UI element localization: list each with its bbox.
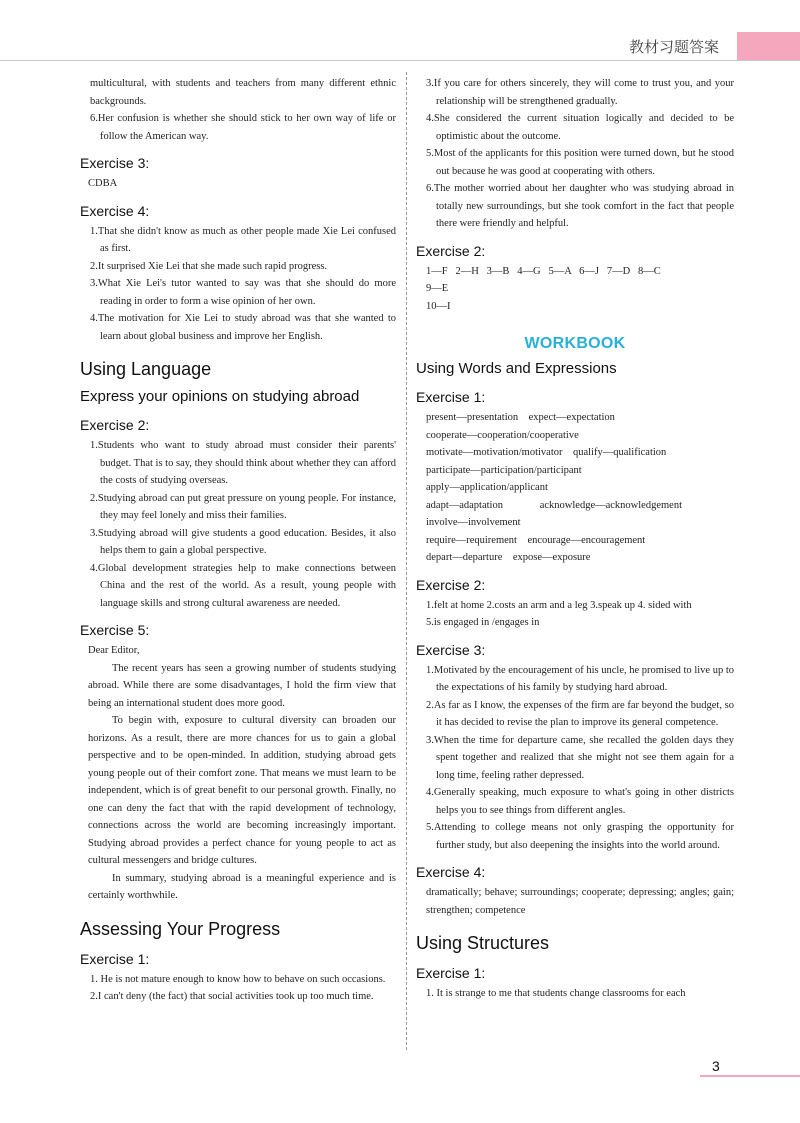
answer-line: 5.is engaged in /engages in — [426, 617, 540, 628]
list-item: 4.The motivation for Xie Lei to study abroad was that she wanted to learn about global business and improve her English. — [90, 313, 396, 342]
header-accent-bar — [737, 32, 800, 60]
subsection-heading: Using Words and Expressions — [416, 360, 617, 377]
list-item: 1. It is strange to me that students change classrooms for each — [426, 988, 686, 999]
word-forms-line: cooperate—cooperation/cooperative — [426, 429, 579, 441]
list-item: 6.Her confusion is whether she should stick to her own way of life or follow the American way. — [90, 113, 396, 142]
answer-line: 1—F 2—H 3—B 4—G 5—A 6—J 7—D 8—C — [426, 265, 661, 277]
word-forms-line: require—requirement encourage—encouragement — [426, 534, 646, 546]
answer-text: CDBA — [88, 178, 118, 189]
letter-paragraph: In summary, studying abroad is a meaningful experience and is certainly worthwhile. — [88, 872, 396, 901]
answer-line: 9—E — [426, 283, 449, 294]
page-number: 3 — [712, 1058, 720, 1074]
exercise-heading: Exercise 1: — [80, 950, 150, 967]
list-item: 5.Most of the applicants for this position were turned down, but he stood out because he was good at cooperating with others. — [426, 148, 734, 177]
right-column — [416, 75, 734, 1003]
letter-greeting: Dear Editor, — [88, 645, 140, 656]
list-item: 6.The mother worried about her daughter who was studying abroad in totally new surroundings, but she took comfort in the fact that people there were friendly and helpful. — [426, 183, 734, 229]
list-item: 4.Generally speaking, much exposure to what's going in other districts helps you to see things from different angles. — [426, 787, 734, 816]
header-title: 教材习题答案 — [629, 38, 720, 56]
exercise-heading: Exercise 3: — [80, 155, 150, 171]
left-column — [80, 75, 396, 1006]
list-item: 2.Studying abroad can put great pressure on young people. For instance, they may feel lonely and miss their families. — [90, 492, 396, 521]
list-item: 1.That she didn't know as much as other people made Xie Lei confused as first. — [90, 225, 396, 254]
workbook-heading: WORKBOOK — [524, 335, 626, 352]
list-item: 3.What Xie Lei's tutor wanted to say was that she should do more reading in order to form a wise opinion of her own. — [90, 278, 396, 307]
list-item: 2.It surprised Xie Lei that she made such rapid progress. — [90, 260, 328, 272]
answer-line: 1.felt at home 2.costs an arm and a leg 3.speak up 4. sided with — [426, 599, 692, 611]
letter-paragraph: The recent years has seen a growing number of students studying abroad. While there are some disadvantages, I hold the firm view that being an international student does more good. — [88, 662, 396, 709]
exercise-heading: Exercise 5: — [80, 622, 150, 638]
subsection-heading: Express your opinions on studying abroad — [80, 388, 360, 405]
page-number-underline — [700, 1075, 800, 1077]
list-item: 3.If you care for others sincerely, they will come to trust you, and your relationship will be strengthened gradually. — [426, 78, 734, 107]
section-heading: Using Structures — [416, 933, 550, 953]
exercise-heading: Exercise 1: — [416, 389, 486, 405]
word-forms-line: participate—participation/participant — [426, 464, 582, 476]
answer-line: 10—I — [426, 300, 451, 312]
word-forms-line: depart—departure expose—exposure — [426, 552, 591, 563]
list-item: 4.Global development strategies help to make connections between China and the rest of the world. As a result, young people with language skills and strong cultural awareness are needed. — [90, 562, 396, 609]
header-divider — [0, 60, 800, 61]
word-forms-line: motivate—motivation/motivator qualify—qualification — [426, 447, 667, 458]
exercise-heading: Exercise 3: — [416, 641, 486, 658]
list-item: 3.Studying abroad will give students a good education. Besides, it also helps them to gain a global perspective. — [90, 527, 396, 556]
word-forms-line: apply—application/applicant — [426, 482, 548, 493]
section-heading: Assessing Your Progress — [80, 918, 281, 939]
column-divider — [406, 72, 407, 1050]
exercise-heading: Exercise 1: — [416, 965, 486, 981]
list-item: 2.I can't deny (the fact) that social activities took up too much time. — [90, 991, 374, 1002]
list-item: 1.Students who want to study abroad must consider their parents' budget. That is to say, they should think about whether they can afford the costs of studying overseas. — [90, 440, 396, 486]
word-forms-line: present—presentation expect—expectation — [426, 412, 615, 423]
word-forms-line: involve—involvement — [426, 517, 521, 528]
section-heading: Using Language — [80, 359, 212, 379]
exercise-heading: Exercise 2: — [416, 242, 486, 259]
list-item: 4.She considered the current situation logically and decided to be optimistic about the outcome. — [426, 113, 734, 142]
list-item: 5.Attending to college means not only grasping the opportunity for further study, but also deepening the insights into the world around. — [426, 822, 734, 851]
exercise-heading: Exercise 4: — [416, 864, 486, 880]
list-item: 3.When the time for departure came, she recalled the golden days they spent together and realized that she might not see them again for a long time, feeling rather depressed. — [426, 734, 734, 781]
continued-item: multicultural, with students and teachers from many different ethnic backgrounds. — [90, 78, 396, 107]
letter-paragraph: To begin with, exposure to cultural diversity can broaden our horizons. As a result, there are more chances for us to gain a global perspective and to be open-minded. In addition, studying abroad gets young people out of their comfort zone. That means we must learn to be independent, which is of great benefit to our personal growth. Finally, no one can deny the fact that with the rapid development of technology, connections across the world are becoming increasingly important. Studying abroad provides a perfect chance for young people to act as cultural messengers and bridge cultures. — [88, 715, 396, 866]
list-item: 1. He is not mature enough to know how to behave on such occasions. — [90, 973, 386, 985]
word-forms-line: adapt—adaptation acknowledge—acknowledgement — [426, 499, 682, 511]
answer-text: dramatically; behave; surroundings; cooperate; depressing; angles; gain; strengthen; competence — [426, 887, 734, 916]
list-item: 2.As far as I know, the expenses of the firm are far beyond the budget, so it has decided to revise the plan to improve its general competence. — [426, 699, 734, 728]
exercise-heading: Exercise 4: — [80, 202, 150, 219]
exercise-heading: Exercise 2: — [416, 576, 486, 593]
list-item: 1.Motivated by the encouragement of his uncle, he promised to live up to the expectations of his family by studying hard abroad. — [426, 664, 734, 693]
exercise-heading: Exercise 2: — [80, 417, 150, 433]
